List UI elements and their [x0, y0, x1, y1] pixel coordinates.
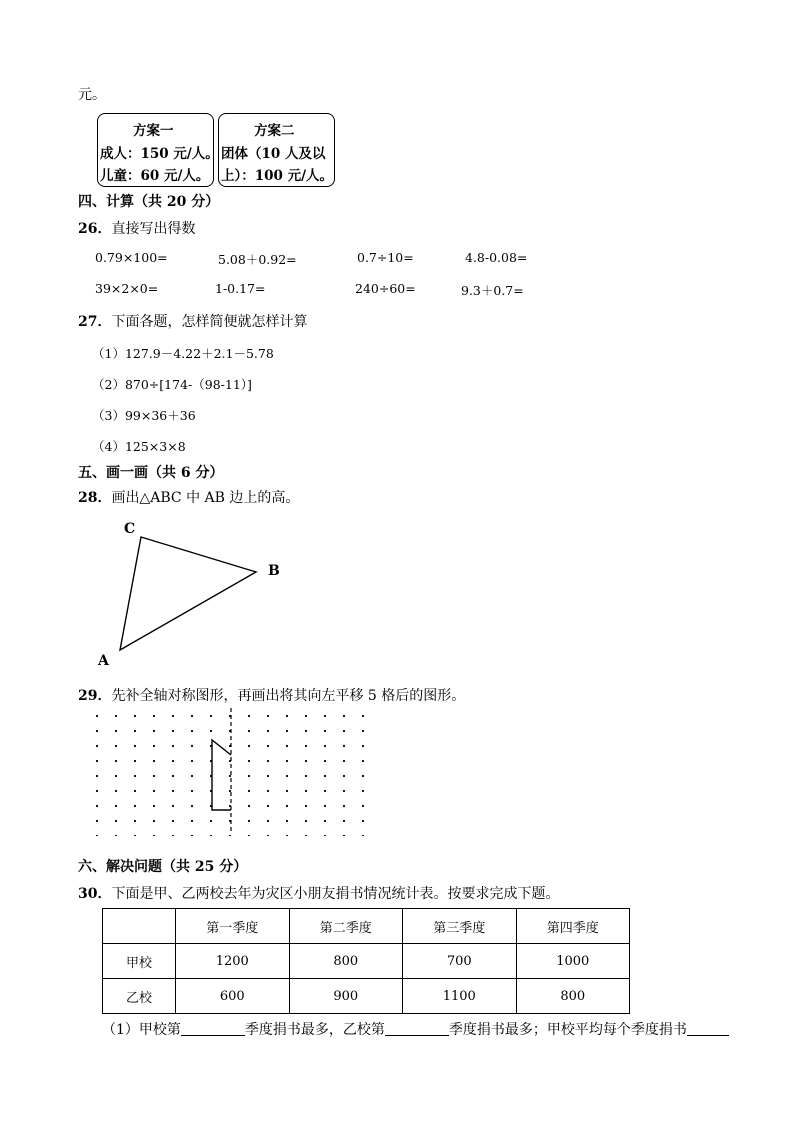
vertex-a-label: A — [98, 653, 109, 669]
grid-dot — [248, 805, 250, 807]
grid-dot — [324, 760, 326, 762]
grid-dot — [248, 835, 250, 836]
grid-dot — [172, 805, 174, 807]
grid-dot — [248, 790, 250, 792]
grid-dot — [96, 820, 98, 822]
grid-dot — [153, 745, 155, 747]
table-cell: 800 — [516, 979, 630, 1014]
grid-dot — [305, 760, 307, 762]
table-row — [103, 979, 630, 1014]
answer-blank[interactable] — [181, 1021, 245, 1036]
table-header-cell: 第一季度 — [176, 909, 290, 944]
q26-number: 26． — [78, 221, 112, 237]
grid-dot — [305, 820, 307, 822]
grid-dot — [153, 730, 155, 732]
grid-dot — [324, 835, 326, 836]
grid-dot — [172, 715, 174, 717]
grid-dot — [191, 805, 193, 807]
grid-dot — [96, 775, 98, 777]
grid-dot — [172, 820, 174, 822]
plan1-line2: 儿童：60 元/人。 — [100, 168, 210, 184]
grid-dot — [96, 745, 98, 747]
grid-dot — [134, 745, 136, 747]
grid-dot — [343, 835, 345, 836]
vertex-b-label: B — [268, 563, 280, 579]
grid-dot — [324, 820, 326, 822]
q29-number: 29． — [78, 688, 112, 704]
grid-dot — [286, 805, 288, 807]
table-cell: 700 — [403, 944, 517, 979]
grid-dot — [305, 835, 307, 836]
q30-sub1-part2: 季度捐书最多，乙校第 — [244, 1022, 385, 1038]
table-header-cell — [103, 909, 176, 944]
grid-dot — [134, 775, 136, 777]
grid-dot — [172, 790, 174, 792]
grid-dot — [267, 790, 269, 792]
grid-dot — [134, 790, 136, 792]
q26-item: 4.8-0.08= — [465, 250, 528, 265]
grid-dot — [305, 745, 307, 747]
grid-dot — [191, 715, 193, 717]
grid-dot — [191, 760, 193, 762]
q26-text: 直接写出得数 — [111, 221, 196, 237]
table-row-label: 乙校 — [103, 979, 176, 1014]
section4-title: 四、计算（共 20 分） — [78, 194, 220, 210]
table-header-cell: 第四季度 — [516, 909, 630, 944]
grid-dot — [153, 820, 155, 822]
q29-heading — [78, 685, 465, 705]
grid-dot — [324, 805, 326, 807]
grid-dot — [267, 820, 269, 822]
q28-text: 画出△ABC 中 AB 边上的高。 — [111, 490, 300, 506]
grid-dot — [115, 715, 117, 717]
grid-dot — [362, 835, 364, 836]
grid-dot — [191, 775, 193, 777]
grid-dot — [172, 730, 174, 732]
grid-dot — [229, 775, 231, 777]
table-row — [103, 944, 630, 979]
grid-dot — [248, 760, 250, 762]
q30-number: 30． — [78, 886, 112, 902]
grid-dot — [96, 805, 98, 807]
grid-dot — [210, 820, 212, 822]
q26-item: 1-0.17= — [215, 281, 266, 296]
grid-dot — [267, 760, 269, 762]
grid-dot — [248, 715, 250, 717]
grid-dot — [305, 775, 307, 777]
q27-number: 27． — [78, 314, 112, 330]
grid-dot — [324, 775, 326, 777]
grid-dot — [191, 730, 193, 732]
answer-blank[interactable] — [385, 1021, 449, 1036]
grid-dot — [96, 835, 98, 836]
grid-dot — [115, 730, 117, 732]
grid-dot — [191, 745, 193, 747]
grid-dot — [191, 790, 193, 792]
grid-dot — [286, 715, 288, 717]
grid-dot — [96, 790, 98, 792]
grid-dot — [286, 760, 288, 762]
grid-dot — [324, 730, 326, 732]
table-cell: 900 — [289, 979, 403, 1014]
dot-grid — [96, 715, 364, 836]
grid-dot — [153, 790, 155, 792]
grid-dot — [343, 715, 345, 717]
grid-dot — [134, 820, 136, 822]
text-fragment: 元。 — [78, 87, 106, 103]
grid-dot — [362, 745, 364, 747]
grid-dot — [115, 790, 117, 792]
grid-dot — [172, 775, 174, 777]
vertex-c-label: C — [124, 521, 136, 537]
grid-dot — [191, 835, 193, 836]
grid-dot — [134, 715, 136, 717]
grid-dot — [229, 790, 231, 792]
grid-dot — [305, 715, 307, 717]
grid-dot — [134, 730, 136, 732]
grid-dot — [305, 805, 307, 807]
table-row-label: 甲校 — [103, 944, 176, 979]
grid-dot — [286, 730, 288, 732]
plan2-line1: 团体（10 人及以 — [221, 146, 326, 162]
grid-dot — [153, 835, 155, 836]
grid-dot — [115, 805, 117, 807]
plan2-title: 方案二 — [254, 123, 295, 139]
grid-dot — [229, 835, 231, 836]
grid-dot — [172, 745, 174, 747]
table-cell: 1000 — [516, 944, 630, 979]
grid-dot — [324, 715, 326, 717]
q26-item: 9.3＋0.7= — [461, 283, 524, 298]
q27-item: （4）125×3×8 — [92, 439, 186, 454]
plan2-line2: 上）：100 元/人。 — [221, 168, 334, 184]
donation-table — [102, 908, 630, 1014]
grid-dot — [153, 760, 155, 762]
q27-item: （3）99×36＋36 — [92, 408, 196, 423]
q27-text: 下面各题，怎样简便就怎样计算 — [111, 314, 308, 330]
grid-dot — [343, 730, 345, 732]
grid-dot — [96, 715, 98, 717]
grid-dot — [210, 730, 212, 732]
grid-dot — [248, 820, 250, 822]
q26-item: 5.08＋0.92= — [218, 252, 297, 267]
grid-dot — [362, 790, 364, 792]
grid-dot — [305, 730, 307, 732]
grid-dot — [267, 730, 269, 732]
grid-dot — [134, 805, 136, 807]
grid-dot — [96, 760, 98, 762]
table-cell: 1200 — [176, 944, 290, 979]
grid-dot — [191, 820, 193, 822]
grid-dot — [286, 790, 288, 792]
q28-number: 28． — [78, 490, 112, 506]
q30-sub1 — [102, 1019, 729, 1039]
grid-dot — [267, 835, 269, 836]
grid-dot — [305, 790, 307, 792]
grid-dot — [172, 760, 174, 762]
grid-dot — [210, 835, 212, 836]
grid-dot — [362, 805, 364, 807]
q30-text: 下面是甲、乙两校去年为灾区小朋友捐书情况统计表。按要求完成下题。 — [111, 886, 560, 902]
q27-item: （1）127.9－4.22＋2.1－5.78 — [92, 346, 274, 361]
table-cell: 800 — [289, 944, 403, 979]
table-header-cell: 第三季度 — [403, 909, 517, 944]
grid-dot — [115, 835, 117, 836]
grid-dot — [153, 775, 155, 777]
q29-text: 先补全轴对称图形，再画出将其向左平移 5 格后的图形。 — [111, 688, 466, 704]
grid-dot — [115, 760, 117, 762]
section5-title: 五、画一画（共 6 分） — [78, 465, 224, 481]
grid-dot — [248, 775, 250, 777]
grid-dot — [362, 730, 364, 732]
q26-item: 0.7÷10= — [357, 250, 414, 265]
grid-dot — [362, 715, 364, 717]
grid-dot — [267, 775, 269, 777]
grid-dot — [343, 775, 345, 777]
grid-dot — [115, 745, 117, 747]
grid-dot — [96, 730, 98, 732]
q30-heading — [78, 883, 559, 903]
plan1-line1: 成人：150 元/人。 — [100, 146, 219, 162]
grid-dot — [343, 745, 345, 747]
grid-dot — [153, 715, 155, 717]
grid-dot — [172, 835, 174, 836]
grid-dot — [115, 820, 117, 822]
section6-title: 六、解决问题（共 25 分） — [78, 859, 248, 875]
grid-dot — [210, 715, 212, 717]
table-header-row — [103, 909, 630, 944]
grid-dot — [286, 820, 288, 822]
grid-dot — [286, 835, 288, 836]
grid-dot — [343, 805, 345, 807]
q30-sub1-part1: （1）甲校第 — [102, 1022, 181, 1038]
q30-sub1-part3: 季度捐书最多；甲校平均每个季度捐书 — [448, 1022, 687, 1038]
grid-dot — [248, 730, 250, 732]
table-cell: 600 — [176, 979, 290, 1014]
plan1-title: 方案一 — [133, 123, 174, 139]
grid-dot — [134, 760, 136, 762]
grid-dot — [267, 715, 269, 717]
grid-dot — [267, 745, 269, 747]
grid-dot — [115, 775, 117, 777]
grid-dot — [343, 820, 345, 822]
grid-dot — [267, 805, 269, 807]
dot-grid-figure — [90, 708, 375, 836]
grid-dot — [286, 775, 288, 777]
grid-dot — [324, 790, 326, 792]
q27-item: （2）870÷[174-（98-11）] — [92, 377, 252, 392]
grid-dot — [286, 745, 288, 747]
q26-item: 0.79×100= — [95, 250, 168, 265]
grid-dot — [343, 790, 345, 792]
grid-dot — [362, 760, 364, 762]
q26-item: 240÷60= — [355, 281, 416, 296]
grid-dot — [153, 805, 155, 807]
q26-item: 39×2×0= — [95, 281, 159, 296]
table-cell: 1100 — [403, 979, 517, 1014]
table-header-cell: 第二季度 — [289, 909, 403, 944]
grid-dot — [362, 775, 364, 777]
half-shape — [212, 740, 231, 810]
grid-dot — [362, 820, 364, 822]
grid-dot — [134, 835, 136, 836]
grid-dot — [343, 760, 345, 762]
grid-dot — [248, 745, 250, 747]
triangle-abc — [120, 537, 256, 650]
answer-blank[interactable] — [687, 1021, 729, 1036]
grid-dot — [324, 745, 326, 747]
